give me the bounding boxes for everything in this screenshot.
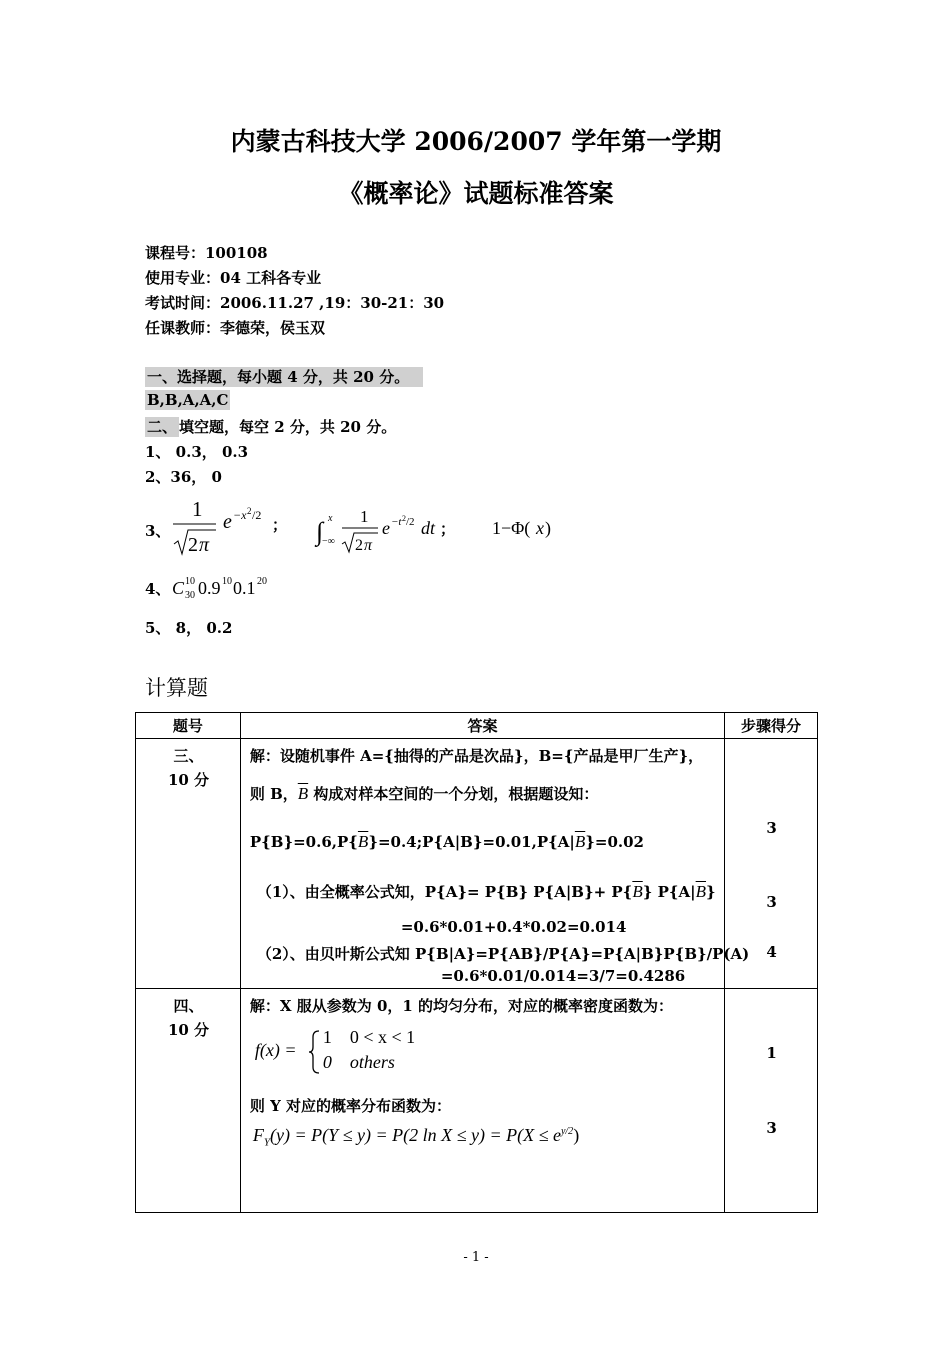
svg-text:∫: ∫ [316,517,324,546]
svg-text:1: 1 [192,497,203,521]
row3-line7: =0.6*0.01/0.014=3/7=0.4286 [440,967,686,985]
svg-text:1−Φ(: 1−Φ( [492,518,531,538]
svg-text:2: 2 [355,537,363,554]
row4-number-cell [136,989,241,1213]
svg-text:e: e [223,511,232,533]
svg-text:2: 2 [188,534,198,556]
svg-text:−x: −x [233,508,247,522]
major: 使用专业：04 工科各专业 [145,269,322,287]
svg-text:−t: −t [391,516,402,528]
svg-text:2: 2 [247,506,252,516]
svg-text:2: 2 [402,514,406,523]
svg-text:0.9: 0.9 [198,578,221,598]
svg-text:；: ； [272,518,288,534]
svg-text:/2: /2 [406,516,415,528]
fill-answer-5: 5、 8， 0.2 [145,619,233,637]
answer-table [135,712,818,1213]
table-row [136,739,818,989]
section1-heading: 一、选择题，每小题 4 分，共 20 分。 [145,366,423,387]
svg-text:30: 30 [185,590,195,601]
calc-section-title: 计算题 [145,676,208,700]
exam-time: 考试时间：2006.11.27 ,19：30-21：30 [145,294,445,312]
table-header-row [136,713,818,739]
row3-score-1: 3 [766,819,777,837]
svg-text:x: x [536,518,544,538]
fill-answer-4-formula [170,572,290,602]
page-number: - 1 - [463,1250,489,1265]
svg-text:dt: dt [421,518,436,538]
fill-answer-2: 2、36， 0 [145,468,222,486]
row3-line2: 则 B，$\overline{B}$ 构成对样本空间的一个分划，根据题设知： [249,784,599,803]
header-score: 步骤得分 [725,713,818,739]
row3-line3: $P\{B\}=0.6,P\{\overline{B}\}=0.4;P\{A|B\}=0.01,P\{A|\overline{B}\}=0.02$ [249,832,644,851]
course-number: 课程号：100108 [145,244,268,262]
row4-score-2: 3 [766,1119,777,1137]
row3-answer-cell [240,739,750,989]
svg-text:10: 10 [222,576,232,587]
row4-cdf-formula: $F_Y(y) = P(Y \le y) = P(2$ $\ln X \le y) = P(X \le e^{y/2})$ [252,1125,580,1149]
row3-points: 10 分 [167,771,210,789]
row3-number: 三、 [173,747,204,765]
fill-answer-1: 1、 0.3， 0.3 [145,443,249,461]
row4-answer-cell [240,989,724,1213]
row4-line2: 则 Y 对应的概率分布函数为： [249,1097,452,1115]
section2-heading: 二、 填空题，每空 2 分，共 20 分。 [147,418,397,436]
section1-answers: B,B,A,A,C [147,391,229,409]
row3-line4: （1）、由全概率公式知，P{A}= P{B} $P\{A|B\}+ P\{\overline{B}\}$ $P\{A|\overline{B}\}$ [256,882,716,901]
row4-line1: 解：X 服从参数为 0，1 的均匀分布，对应的概率密度函数为： [249,997,674,1015]
fill-answer-3-label: 3、 [145,522,171,540]
fill-answer-3-formula [170,494,590,560]
row3-line5: =0.6*0.01+0.4*0.02=0.014 [400,918,627,936]
row3-number-cell [136,739,241,989]
svg-text:e: e [382,518,390,538]
svg-text:x: x [328,513,333,524]
svg-text:−∞: −∞ [322,536,335,547]
svg-text:π: π [364,537,373,554]
svg-text:1: 1 [360,507,369,526]
fill-answer-4-label: 4、 [145,580,171,598]
svg-text:): ) [545,518,551,538]
row4-number: 四、 [173,997,204,1015]
brace-icon [307,1029,321,1075]
svg-text:C: C [172,578,185,598]
svg-text:0.1: 0.1 [233,578,256,598]
row4-pdf-formula: f(x) = 1 0 < x < 1 0 others [253,1025,473,1077]
row3-score-2: 3 [766,893,777,911]
row3-line6: （2）、由贝叶斯公式知 P{B|A}=P{AB}/P{A}=P{A|B}P{B}/P(A) [256,945,750,963]
svg-text:π: π [199,534,210,556]
row4-score-cell [725,989,818,1213]
row3-score-cell [725,739,818,989]
row3-line1: 解：设随机事件 A={抽得的产品是次品}，B={产品是甲厂生产}， [249,747,704,765]
svg-text:；: ； [440,522,456,538]
table-row [136,989,818,1213]
row4-score-1: 1 [766,1044,777,1062]
b-complement: $\overline{B}$ [297,784,309,803]
teacher: 任课教师：李德荣，侯玉双 [145,319,326,337]
page-title: 内蒙古科技大学 2006/2007 学年第一学期 [230,127,722,156]
header-answer: 答案 [240,713,724,739]
header-number: 题号 [136,713,241,739]
svg-text:10: 10 [185,576,195,587]
svg-text:20: 20 [257,576,267,587]
row4-points: 10 分 [167,1021,210,1039]
row3-score-3: 4 [766,943,777,961]
page-subtitle: 《概率论》试题标准答案 [338,179,614,208]
svg-text:/2: /2 [252,508,262,522]
